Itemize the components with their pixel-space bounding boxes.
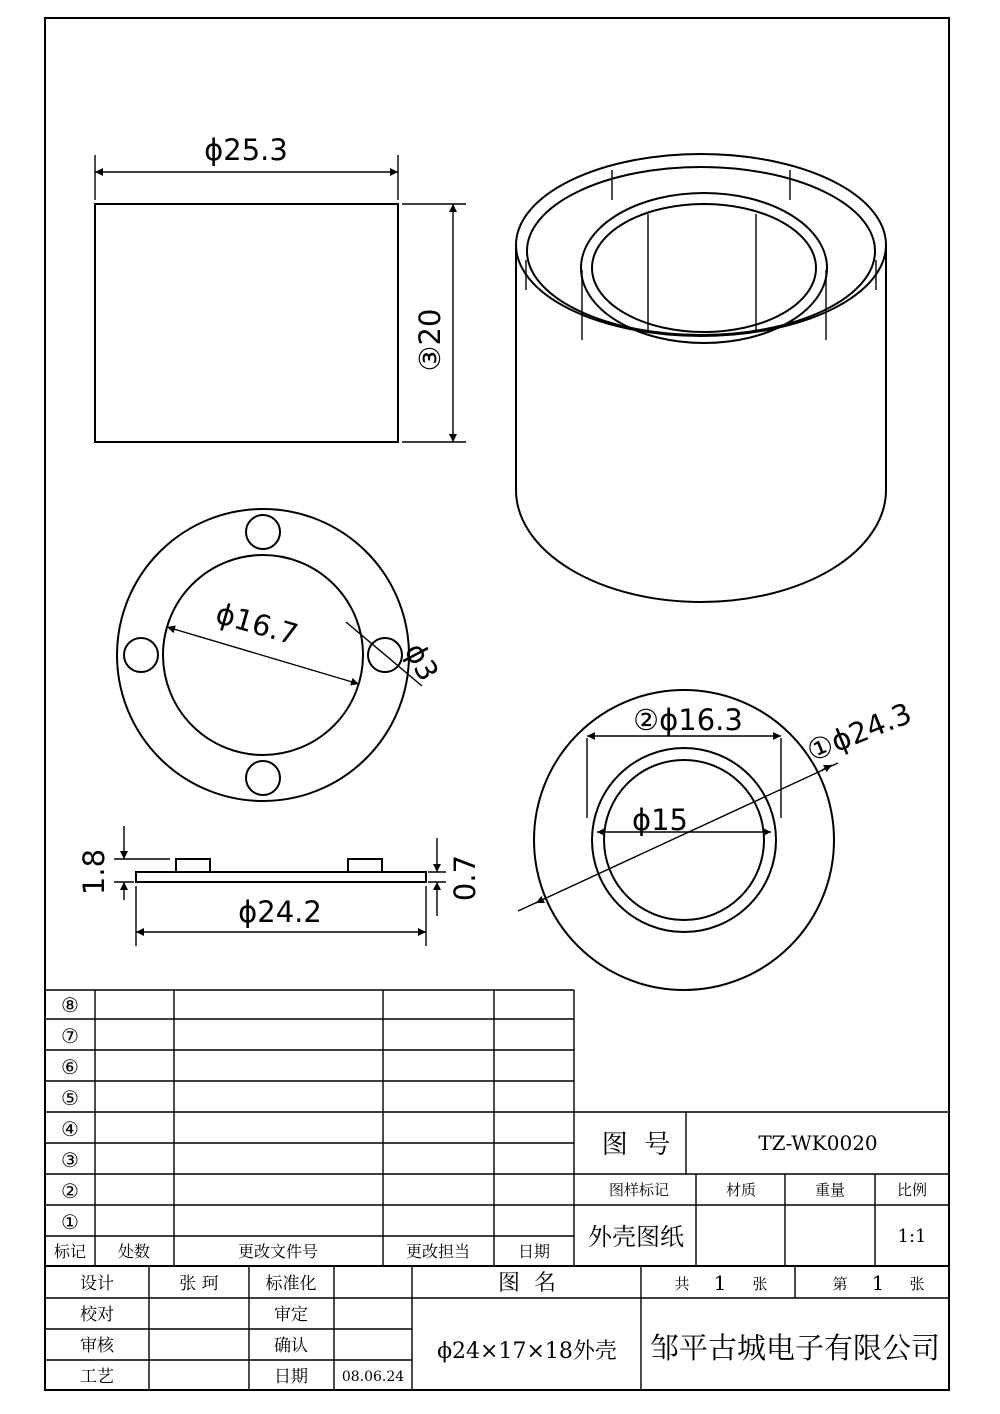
part-name: ϕ24×17×18外壳 xyxy=(437,1339,617,1364)
base-profile xyxy=(77,826,482,946)
dim-step-left: 1.8 xyxy=(77,848,111,896)
date-value: 08.06.24 xyxy=(341,1369,405,1385)
approve-label: 审定 xyxy=(274,1305,308,1325)
rev-marker-5: ⑤ xyxy=(61,1086,79,1110)
name-label: 图 名 xyxy=(498,1271,556,1296)
company-name: 邹平古城电子有限公司 xyxy=(649,1331,941,1365)
dim-bottom-outer: ①ϕ24.3 xyxy=(801,695,917,769)
design-label: 设计 xyxy=(80,1274,114,1294)
scale-value: 1:1 xyxy=(897,1226,927,1247)
dim-base-width: ϕ24.2 xyxy=(238,895,322,929)
dim-height: ③20 xyxy=(413,308,447,372)
front-view xyxy=(95,133,466,442)
drawing-no: TZ-WK0020 xyxy=(758,1131,878,1155)
bottom-view xyxy=(518,690,916,990)
sheet-unit-2: 张 xyxy=(909,1275,925,1293)
dim-top-width: ϕ25.3 xyxy=(204,133,288,167)
sheet-unit: 张 xyxy=(752,1275,768,1293)
sample-mark-label: 图样标记 xyxy=(608,1181,670,1199)
dim-hole: ϕ3 xyxy=(397,637,446,687)
rev-header-mark: 标记 xyxy=(53,1242,87,1261)
confirm-label: 确认 xyxy=(274,1336,308,1356)
rev-marker-8: ⑧ xyxy=(61,993,79,1017)
rev-marker-1: ① xyxy=(61,1210,79,1234)
dim-bottom-bore: ϕ15 xyxy=(631,803,689,837)
material-label: 材质 xyxy=(725,1181,757,1199)
dim-step-right: 0.7 xyxy=(448,854,482,902)
weight-label: 重量 xyxy=(814,1181,846,1199)
revision-table xyxy=(45,990,949,1266)
rev-header-file: 更改文件号 xyxy=(237,1242,319,1261)
process-label: 工艺 xyxy=(80,1367,114,1387)
designer-name: 张 珂 xyxy=(179,1274,219,1294)
total-count: 1 xyxy=(713,1271,727,1295)
rev-header-count: 处数 xyxy=(117,1242,151,1261)
dim-ring-inner: ϕ16.7 xyxy=(212,596,302,652)
rev-header-person: 更改担当 xyxy=(405,1242,471,1261)
standardize-label: 标准化 xyxy=(265,1274,317,1294)
rev-marker-3: ③ xyxy=(61,1148,79,1172)
scale-label: 比例 xyxy=(896,1181,928,1199)
sheet-no: 1 xyxy=(871,1271,885,1295)
sample-mark-value: 外壳图纸 xyxy=(588,1223,684,1251)
ring-view xyxy=(117,509,445,801)
sheet-label: 第 xyxy=(832,1275,848,1293)
rev-header-date: 日期 xyxy=(517,1242,551,1261)
rev-marker-2: ② xyxy=(61,1179,79,1203)
rev-marker-6: ⑥ xyxy=(61,1055,79,1079)
dim-bottom-inner: ②ϕ16.3 xyxy=(633,703,743,737)
drawing-no-label: 图 号 xyxy=(601,1130,671,1160)
title-block-upper xyxy=(574,1112,949,1266)
rev-marker-7: ⑦ xyxy=(61,1024,79,1048)
sheet-border xyxy=(45,18,949,1390)
check-label: 校对 xyxy=(80,1305,114,1325)
title-block-lower xyxy=(45,1266,949,1390)
rev-marker-4: ④ xyxy=(61,1117,79,1141)
isometric-cylinder xyxy=(516,154,886,602)
total-label: 共 xyxy=(674,1275,690,1293)
date-label: 日期 xyxy=(274,1367,308,1387)
review-label: 审核 xyxy=(80,1336,114,1356)
